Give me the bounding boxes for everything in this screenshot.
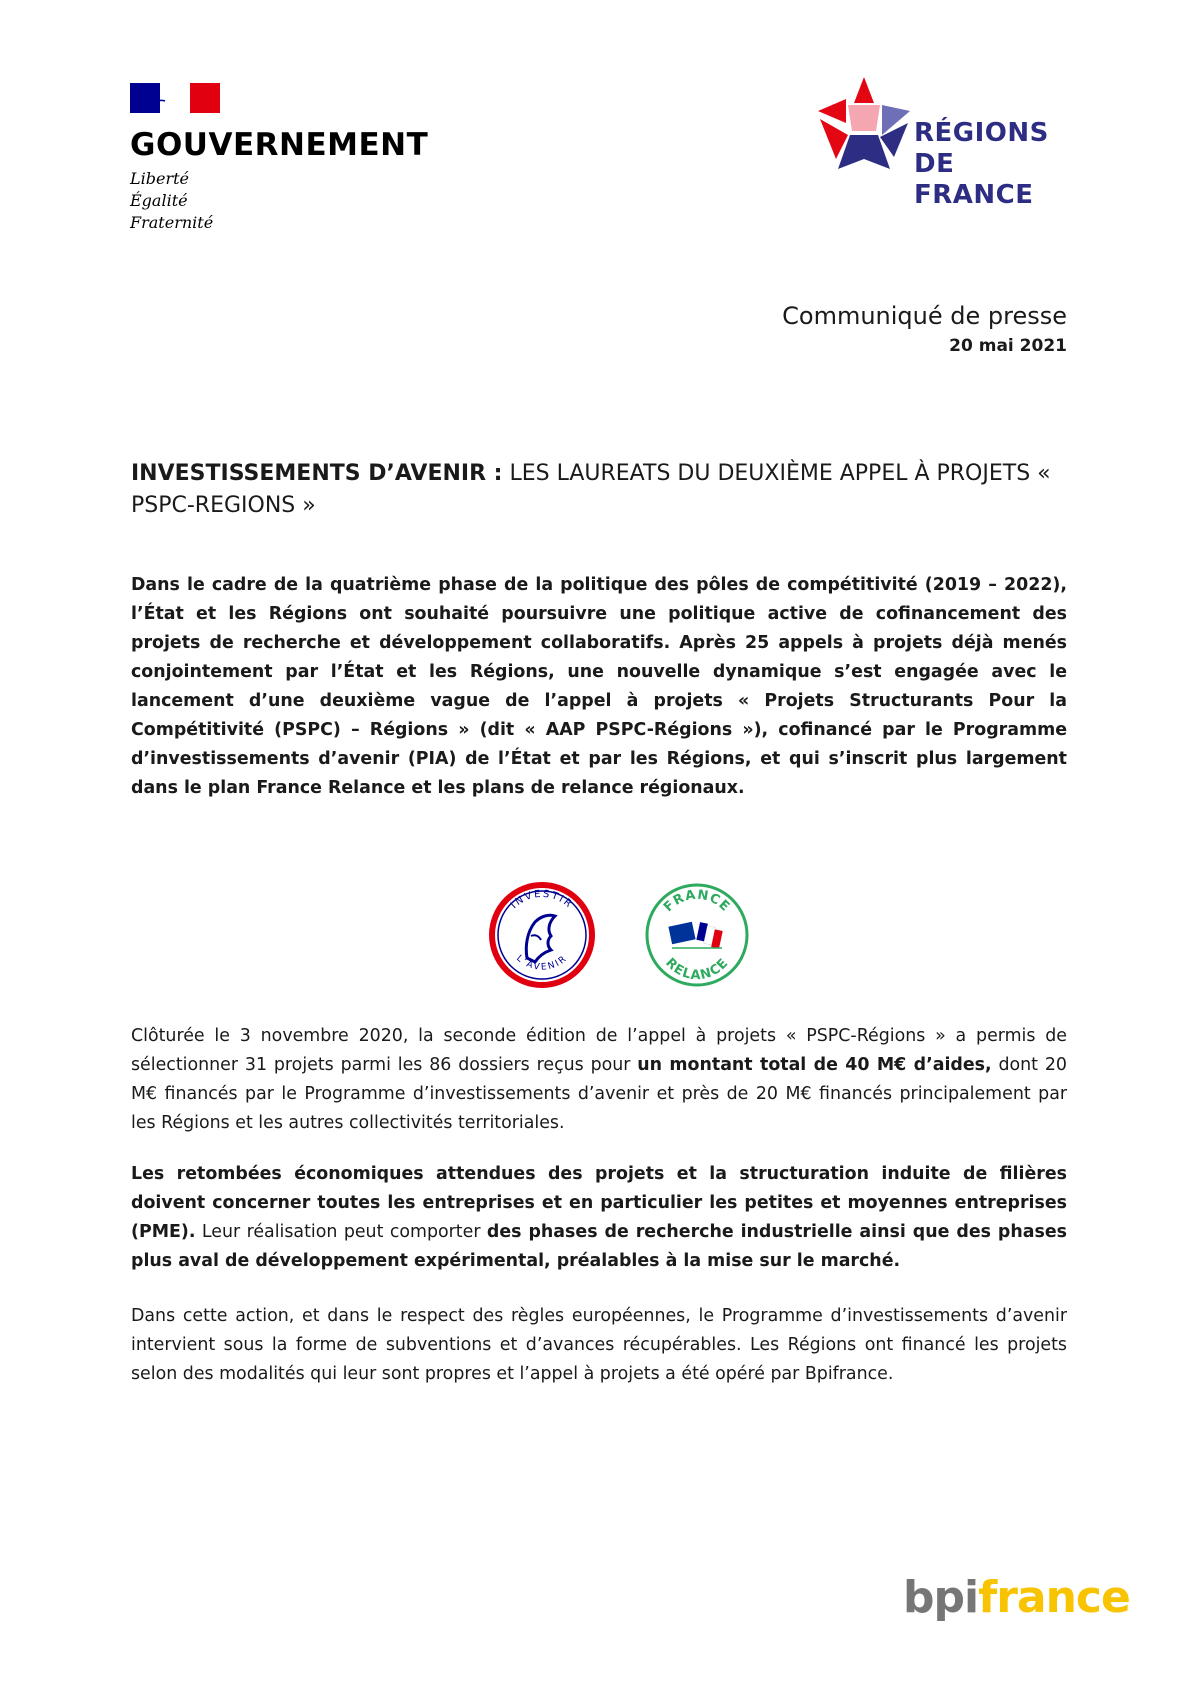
gouvernement-motto <box>130 168 428 234</box>
relance-top-text: FRANCE <box>661 887 733 916</box>
p2-part-a: Clôturée le 3 novembre 2020, la seconde édition de l’appel à projets « PSPC-Régions » a permis de sélectionner 31 projets parmi les 86 dossiers reçus pour <box>131 1026 1067 1075</box>
p2-part-c: dont 20 M€ financés par le Programme d’investissements d’avenir et près de 20 M€ financés principalement par les Régions et les autres collectivités territoriales. <box>131 1055 1067 1133</box>
headline-rest: LES LAUREATS DU DEUXIÈME APPEL À PROJETS « PSPC-REGIONS » <box>131 461 1051 518</box>
regions-de-france-logo <box>814 74 1074 210</box>
paragraph-action: Dans cette action, et dans le respect des règles européennes, le Programme d’investissements d’avenir intervient sous la forme de subventions et d’avances récupérables. Les Régions ont financé les projets selon des modalités qui leur sont propres et l’appel à projets a été opéré par Bpifrance. <box>131 1306 1067 1384</box>
gouvernement-title: GOUVERNEMENT <box>130 127 429 163</box>
motto-egalite: Égalité <box>130 191 188 210</box>
regions-de-france-text <box>914 118 1074 211</box>
bpi-part1: bpi <box>903 1572 979 1623</box>
p3-part-a: Les retombées économiques attendues des projets et la structuration induite de filières doivent concerner toutes les entreprises et en particulier les petites et moyennes entreprises (PME). <box>131 1164 1067 1242</box>
communique-title: Communiqué de presse <box>782 302 1067 330</box>
gouvernement-logo <box>130 78 428 234</box>
motto-fraternite: Fraternité <box>130 213 214 232</box>
regions-line2: DE FRANCE <box>914 149 1034 210</box>
bpi-part2: france <box>978 1572 1130 1623</box>
investir-top-text: INVESTIR <box>508 888 576 912</box>
p3-part-b: Leur réalisation peut comporter <box>195 1222 487 1242</box>
investir-avenir-logo <box>487 880 597 990</box>
headline-bold: INVESTISSEMENTS D’AVENIR : <box>131 461 503 486</box>
regions-star-icon <box>814 74 914 184</box>
france-relance-logo <box>642 880 752 990</box>
regions-line1: RÉGIONS <box>914 118 1049 148</box>
relance-bottom-text: RELANCE <box>662 955 732 984</box>
paragraph-retombees <box>131 1160 1067 1276</box>
paragraph-intro: Dans le cadre de la quatrième phase de la politique des pôles de compétitivité (2019 – 2022), l’État et les Régions ont souhaité poursuivre une politique active de cofinancement des projets de recherche et développement collaboratifs. Après 25 appels à projets déjà menés conjointement par l’État et les Régions, une nouvelle dynamique s’est engagée avec le lancement d’une deuxième vague de l’appel à projets « Projets Structurants Pour la Compétitivité (PSPC) – Régions » (dit « AAP PSPC-Régions »), cofinancé par le Programme d’investissements d’avenir (PIA) de l’État et par les Régions, et qui s’inscrit plus largement dans le plan France Relance et les plans de relance régionaux. <box>131 575 1067 798</box>
communique-header <box>782 302 1067 356</box>
paragraph-results <box>131 1022 1067 1138</box>
p3-part-c: des phases de recherche industrielle ainsi que des phases plus aval de développement expérimental, préalables à la mise sur le marché. <box>131 1222 1067 1271</box>
marianne-flag-icon <box>130 78 220 118</box>
headline <box>131 458 1071 522</box>
p2-part-b: un montant total de 40 M€ d’aides, <box>637 1055 992 1075</box>
investir-bottom-text: L’AVENIR <box>514 953 570 973</box>
motto-liberte: Liberté <box>130 169 189 188</box>
communique-date: 20 mai 2021 <box>949 336 1067 356</box>
bpifrance-logo <box>903 1572 1130 1623</box>
